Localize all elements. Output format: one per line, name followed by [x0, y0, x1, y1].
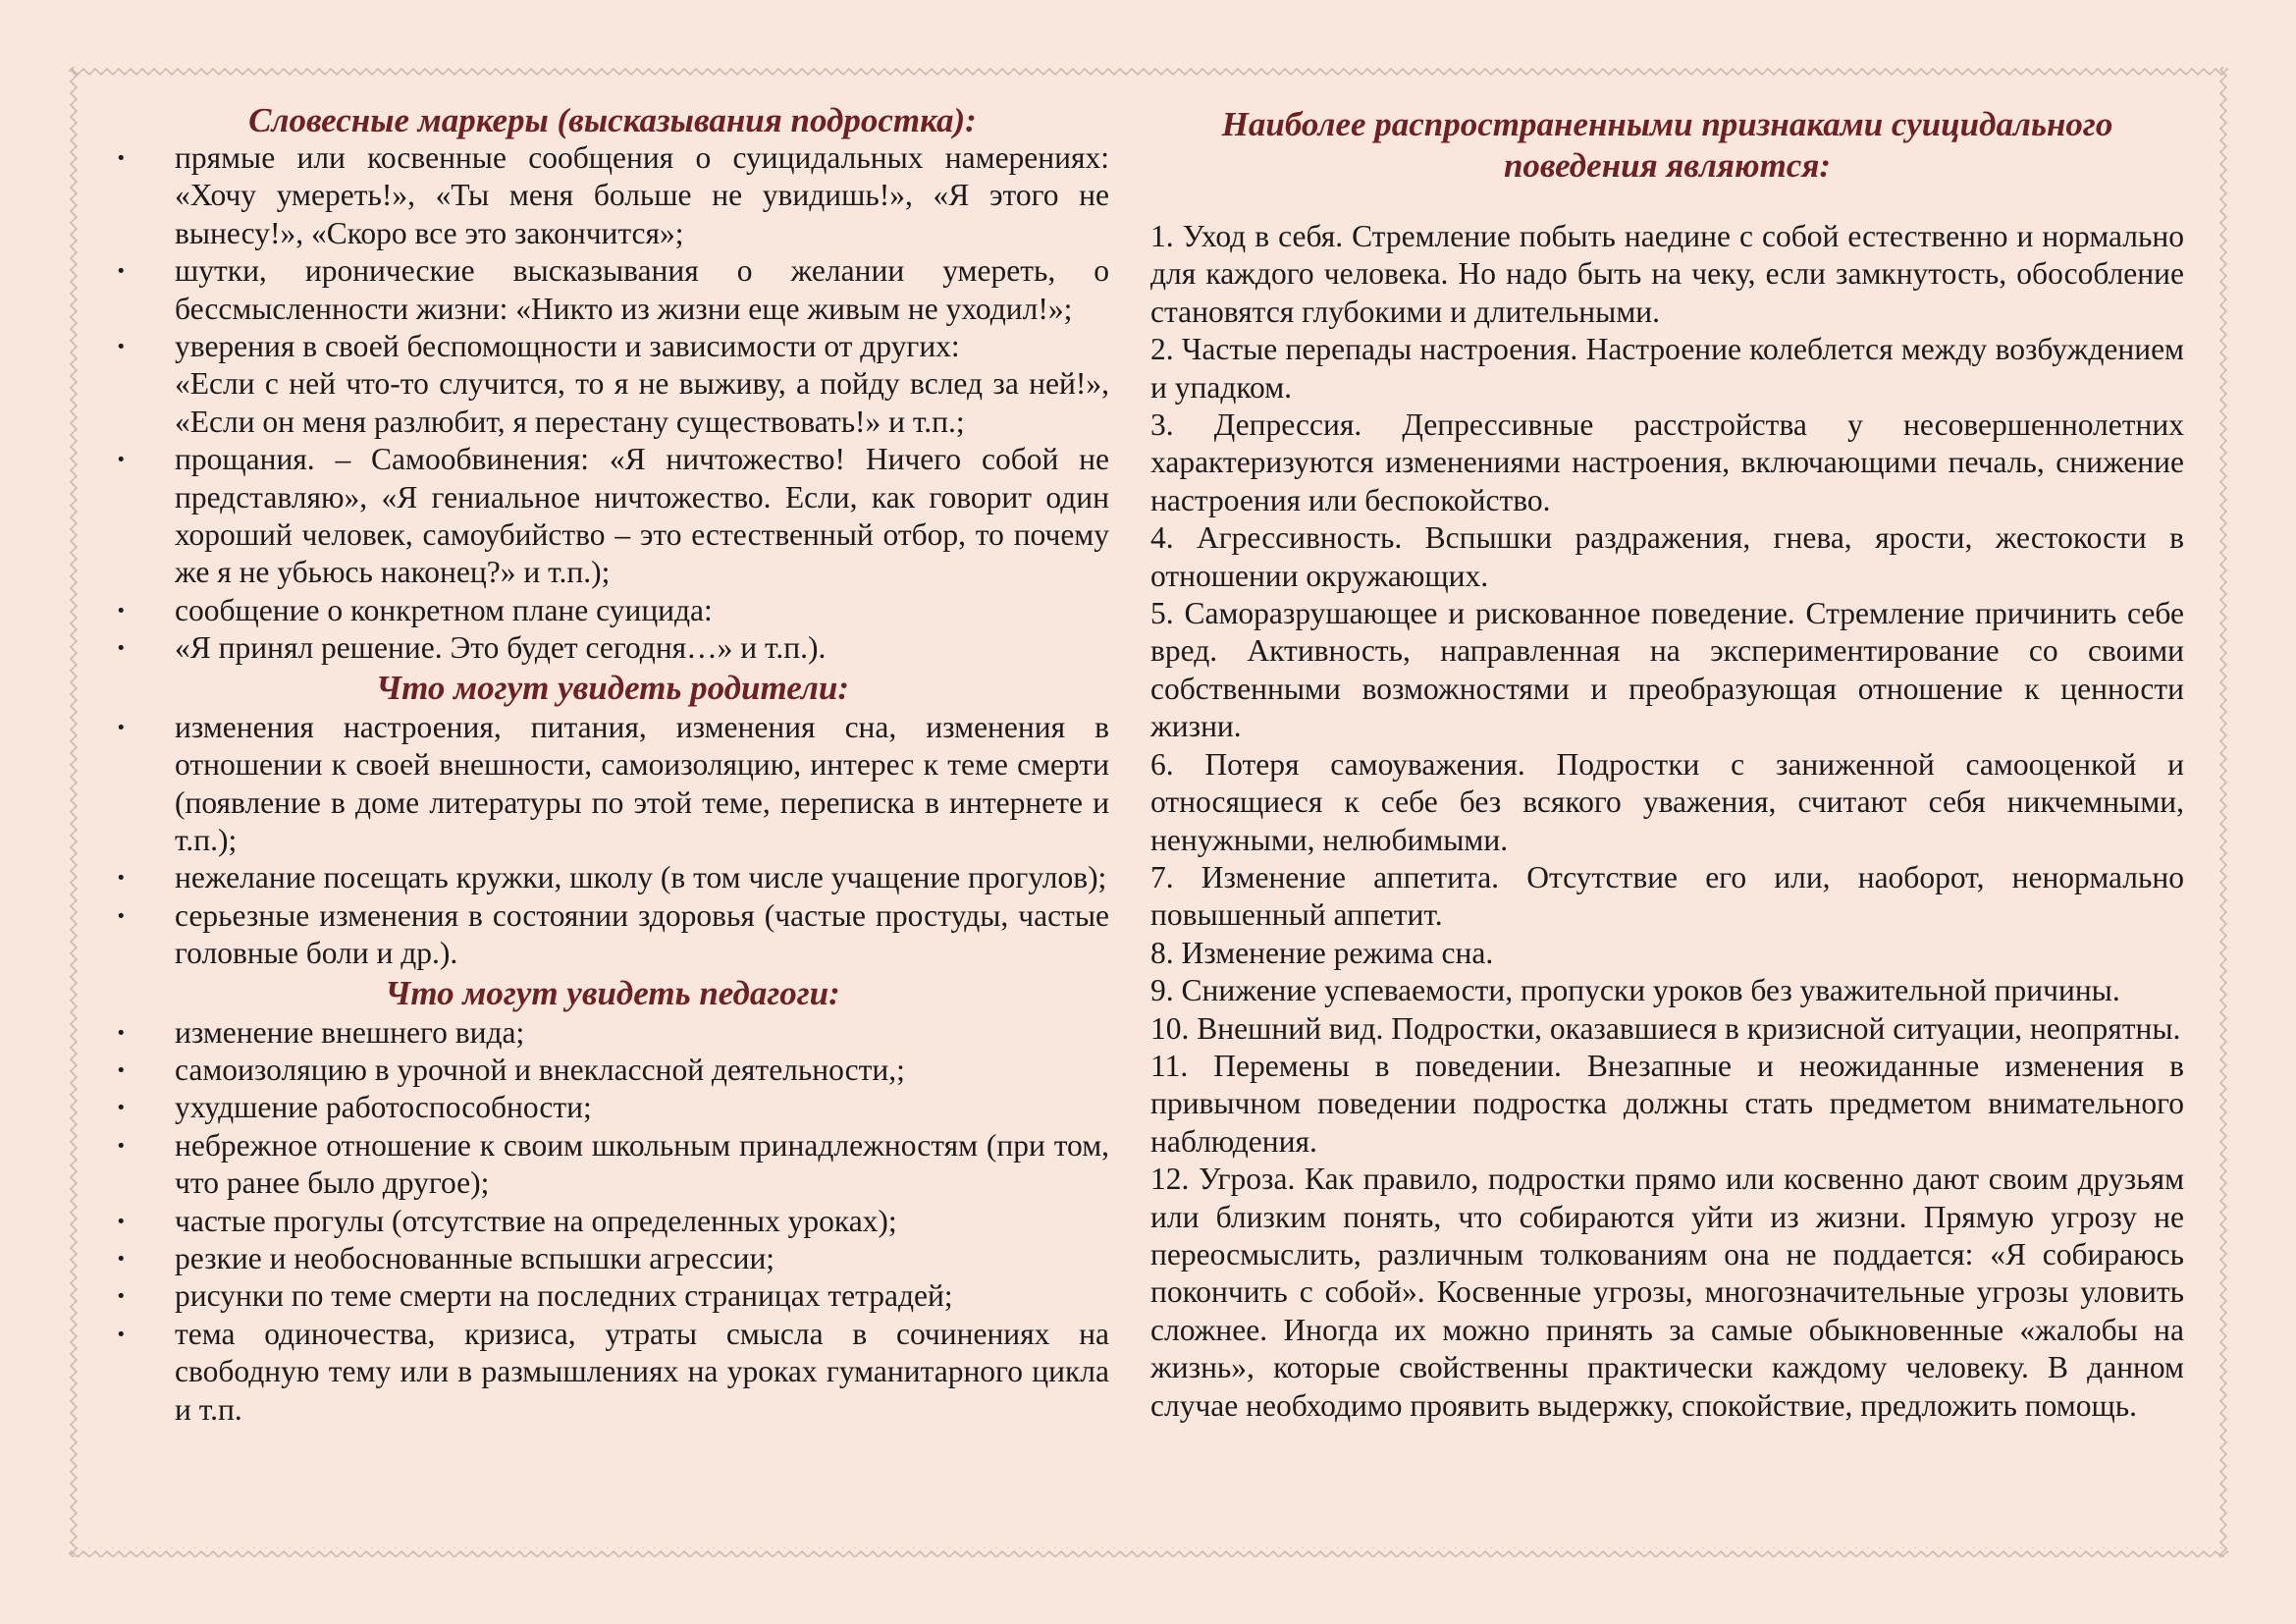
sign-item: 2. Частые перепады настроения. Настроение колеблется между возбуждением и упадком. — [1150, 332, 2184, 405]
verbal-markers-heading: Словесные маркеры (высказывания подростка): — [248, 101, 977, 139]
list-item: · нежелание посещать кружки, школу (в том числе учащение прогулов); — [116, 859, 1109, 896]
parents-heading: Что могут увидеть родители: — [375, 668, 850, 707]
sign-item: 3. Депрессия. Депрессивные расстройства у несовершеннолетних характеризуются изменениями настроения, включающими печаль, снижение настроения или беспокойство. — [1150, 407, 2184, 517]
teachers-list — [116, 1014, 1109, 1429]
sign-item: 10. Внешний вид. Подростки, оказавшиеся в кризисной ситуации, неопрятны. — [1150, 1010, 2181, 1046]
sign-item: 9. Снижение успеваемости, пропуски уроков без уважительной причины. — [1150, 973, 2120, 1008]
sign-item: 8. Изменение режима сна. — [1150, 935, 1494, 970]
list-item: · «Я принял решение. Это будет сегодня…» и т.п.). — [116, 629, 1109, 667]
list-item: · резкие и необоснованные вспышки агрессии; — [116, 1240, 1109, 1277]
verbal-markers-list-2 — [116, 441, 1109, 667]
signs-heading: Наиболее распространенными признаками суицидального поведения являются: — [1221, 105, 2113, 185]
list-item: · тема одиночества, кризиса, утраты смысла в сочинениях на свободную тему или в размышлениях на уроках гуманитарного цикла и т.п. — [116, 1316, 1109, 1429]
list-item-continuation: «Если с ней что-то случится, то я не выживу, а пойду вслед за ней!», «Если он меня разлюбит, я перестану существовать!» и т.п.; — [175, 366, 1109, 439]
parents-list — [116, 709, 1109, 973]
list-item: · шутки, иронические высказывания о желании умереть, о бессмысленности жизни: «Никто из жизни еще живым не уходил!»; — [116, 252, 1109, 328]
list-item: · прощания. – Самообвинения: «Я ничтожество! Ничего собой не представляю», «Я гениальное ничтожество. Если, как говорит один хороший человек, самоубийство – это естественный отбор, то почему же я не убьюсь наконец?» и т.п.); — [116, 441, 1109, 592]
sign-item: 1. Уход в себя. Стремление побыть наедине с собой естественно и нормально для каждого человека. Но надо быть на чеку, если замкнутость, обособление становятся глубокими и длительными. — [1150, 219, 2184, 329]
list-item: · уверения в своей беспомощности и зависимости от других: — [116, 328, 1109, 365]
list-item: · самоизоляцию в урочной и внеклассной деятельности,; — [116, 1052, 1109, 1089]
teachers-heading: Что могут увидеть педагоги: — [385, 973, 840, 1012]
list-item: · ухудшение работоспособности; — [116, 1089, 1109, 1126]
list-item: · небрежное отношение к своим школьным принадлежностям (при том, что ранее было другое); — [116, 1127, 1109, 1203]
list-item: · сообщение о конкретном плане суицида: — [116, 592, 1109, 629]
list-item: · серьезные изменения в состоянии здоровья (частые простуды, частые головные боли и др.). — [116, 897, 1109, 973]
sign-item: 4. Агрессивность. Вспышки раздражения, гнева, ярости, жестокости в отношении окружающих. — [1150, 520, 2184, 593]
signs-list — [1150, 218, 2184, 1425]
list-item: · рисунки по теме смерти на последних страницах тетрадей; — [116, 1277, 1109, 1315]
sign-item: 7. Изменение аппетита. Отсутствие его или, наоборот, ненормально повышенный аппетит. — [1150, 859, 2184, 933]
sign-item: 12. Угроза. Как правило, подростки прямо или косвенно дают своим друзьям или близким понять, что собираются уйти из жизни. Прямую угрозу не переосмыслить, различным толкованиям она не поддается: «Я собираюсь покончить с собой». Косвенные угрозы, многозначительные угрозы уловить сложнее. Иногда их можно принять за самые обыкновенные «жалобы на жизнь», которые свойственны практически каждому человеку. В данном случае необходимо проявить выдержку, спокойствие, предложить помощь. — [1150, 1162, 2184, 1423]
sign-item: 11. Перемены в поведении. Внезапные и неожиданные изменения в привычном поведении подростка должны стать предметом внимательного наблюдения. — [1150, 1048, 2184, 1159]
left-column — [116, 102, 1109, 1429]
list-item: · частые прогулы (отсутствие на определенных уроках); — [116, 1203, 1109, 1240]
list-item: · прямые или косвенные сообщения о суицидальных намерениях: «Хочу умереть!», «Ты меня больше не увидишь!», «Я этого не вынесу!», «Скоро все это закончится»; — [116, 139, 1109, 252]
verbal-markers-list — [116, 139, 1109, 365]
list-item: · изменения настроения, питания, изменения сна, изменения в отношении к своей внешности, самоизоляцию, интерес к теме смерти (появление в доме литературы по этой теме, переписка в интернете и т.п.); — [116, 709, 1109, 860]
sign-item: 5. Саморазрушающее и рискованное поведение. Стремление причинить себе вред. Активность, направленная на экспериментирование со своими собственными возможностями и преобразующая отношение к ценности жизни. — [1150, 596, 2184, 744]
list-item: · изменение внешнего вида; — [116, 1014, 1109, 1052]
sign-item: 6. Потеря самоуважения. Подростки с заниженной самооценкой и относящиеся к себе без всякого уважения, считают себя никчемными, ненужными, нелюбимыми. — [1150, 746, 2184, 857]
right-column — [1150, 104, 2184, 1425]
